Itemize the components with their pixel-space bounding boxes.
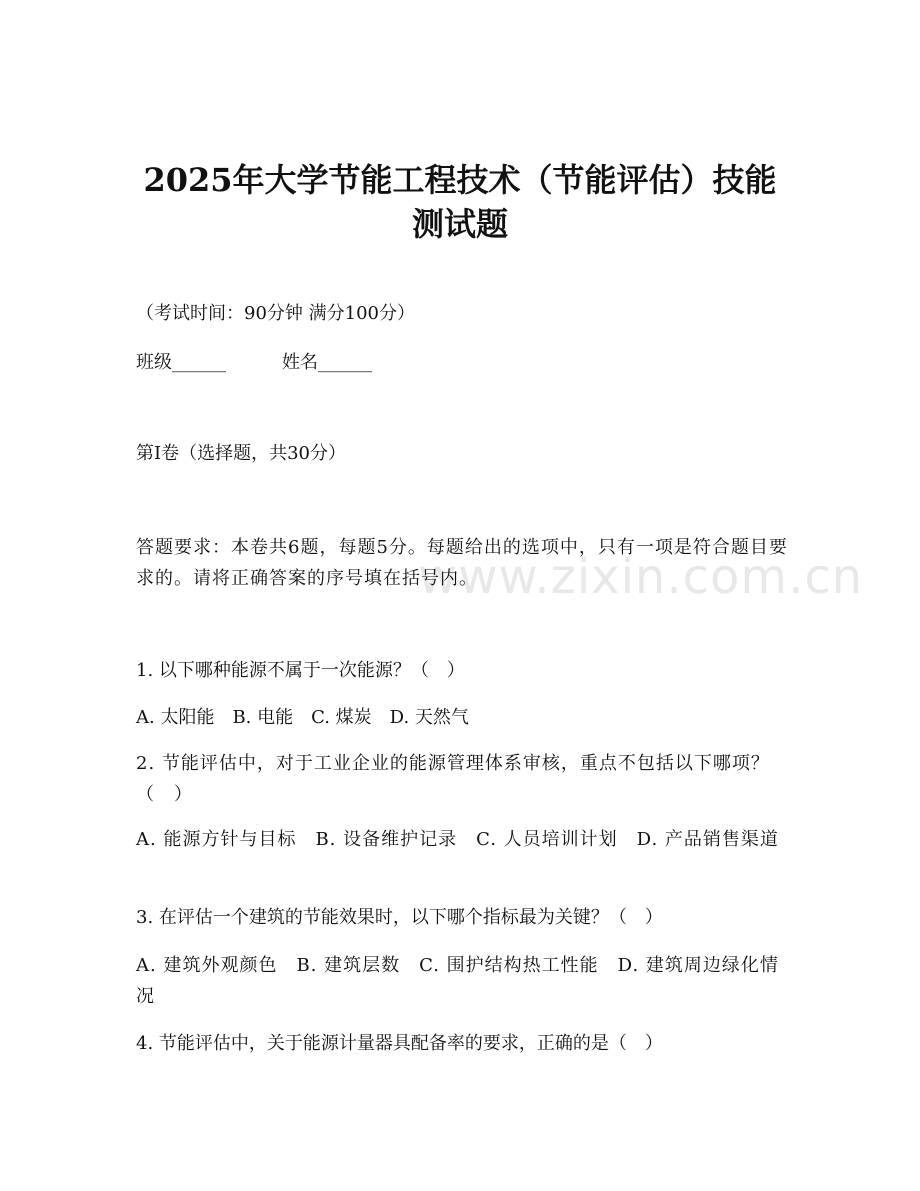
name-field: 姓名______ <box>282 352 372 373</box>
question-2-stem: 2. 节能评估中，对于工业企业的能源管理体系审核，重点不包括以下哪项？（ ） <box>136 753 770 805</box>
class-field: 班级______ <box>136 352 226 373</box>
question-3-options: A. 建筑外观颜色 B. 建筑层数 C. 围护结构热工性能 D. 建筑周边绿化情况 <box>136 955 779 1007</box>
question-4-stem: 4. 节能评估中，关于能源计量器具配备率的要求，正确的是（ ） <box>136 1033 663 1054</box>
question-2-options: A. 能源方针与目标 B. 设备维护记录 C. 人员培训计划 D. 产品销售渠道 <box>136 829 779 850</box>
question-3-stem: 3. 在评估一个建筑的节能效果时，以下哪个指标最为关键？（ ） <box>136 907 663 928</box>
question-1-options: A. 太阳能 B. 电能 C. 煤炭 D. 天然气 <box>136 707 469 728</box>
document-title <box>110 158 810 246</box>
title-line-2: 测试题 <box>411 205 508 243</box>
instructions-text: 答题要求：本卷共6题，每题5分。每题给出的选项中，只有一项是符合题目要求的。请将正确答案的序号填在括号内。 <box>136 537 788 589</box>
title-line-1: 2025年大学节能工程技术（节能评估）技能 <box>143 161 777 199</box>
section-title: 第I卷（选择题，共30分） <box>136 443 347 464</box>
student-info-row <box>136 347 796 378</box>
watermark-text: www.zixin.com.cn <box>418 549 864 605</box>
exam-info: （考试时间：90分钟 满分100分） <box>136 303 415 324</box>
question-1-stem: 1. 以下哪种能源不属于一次能源？（ ） <box>136 660 465 681</box>
